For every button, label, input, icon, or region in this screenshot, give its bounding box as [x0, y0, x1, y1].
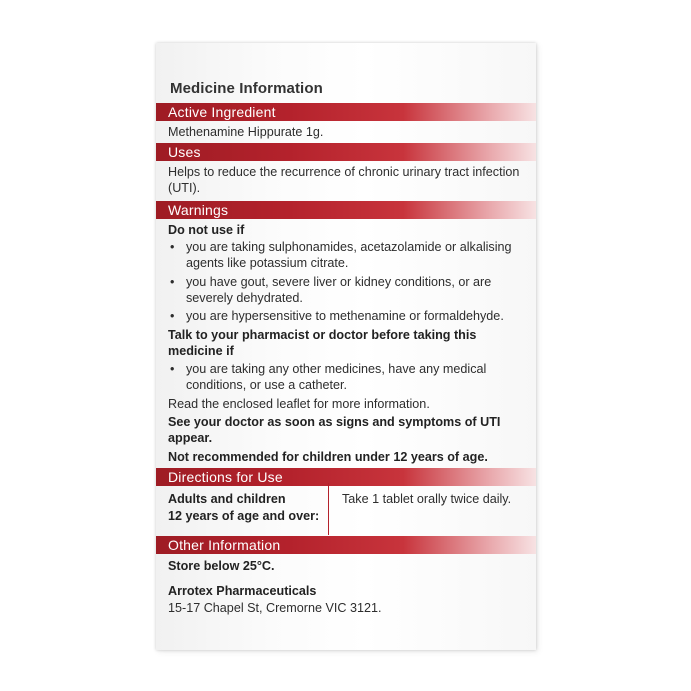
bullet-icon: • — [170, 275, 175, 289]
company-address: 15-17 Chapel St, Cremorne VIC 3121. — [168, 601, 382, 615]
uses-text-line2: (UTI). — [168, 181, 201, 195]
uses-heading: Uses — [156, 143, 536, 161]
uses-text-line1: Helps to reduce the recurrence of chronic urinary tract infection — [168, 165, 520, 179]
directions-heading: Directions for Use — [156, 468, 536, 486]
directions-audience — [168, 491, 328, 525]
bullet-icon: • — [170, 362, 175, 376]
not-recommended-note: Not recommended for children under 12 years of age. — [168, 450, 488, 464]
bullet-line: severely dehydrated. — [186, 291, 303, 305]
bullet-line: you are hypersensitive to methenamine or formaldehyde. — [186, 309, 504, 323]
bullet-line: you have gout, severe liver or kidney conditions, or are — [186, 275, 492, 289]
leaflet-note: Read the enclosed leaflet for more information. — [168, 397, 430, 411]
bullet-line: you are taking sulphonamides, acetazolamide or alkalising — [186, 240, 512, 254]
talk-to-pharmacist-line1: Talk to your pharmacist or doctor before taking this — [168, 328, 477, 342]
warnings-heading: Warnings — [156, 201, 536, 219]
talk-bullet — [168, 361, 513, 393]
storage-note: Store below 25°C. — [168, 559, 275, 573]
directions-dose: Take 1 tablet orally twice daily. — [342, 492, 512, 506]
medicine-info-panel — [156, 43, 536, 650]
panel-title: Medicine Information — [170, 80, 323, 97]
active-ingredient-text: Methenamine Hippurate 1g. — [168, 125, 324, 139]
see-doctor-line2: appear. — [168, 431, 213, 445]
company-name: Arrotex Pharmaceuticals — [168, 584, 317, 598]
talk-to-pharmacist-line2: medicine if — [168, 344, 234, 358]
bullet-line: agents like potassium citrate. — [186, 256, 349, 270]
other-information-heading: Other Information — [156, 536, 536, 554]
directions-audience-line2: 12 years of age and over: — [168, 509, 320, 523]
warning-bullet — [168, 274, 513, 306]
do-not-use-heading: Do not use if — [168, 223, 245, 237]
directions-audience-line1: Adults and children — [168, 492, 286, 506]
bullet-icon: • — [170, 309, 175, 323]
bullet-line: you are taking any other medicines, have any medical — [186, 362, 487, 376]
bullet-line: conditions, or use a catheter. — [186, 378, 348, 392]
active-ingredient-heading: Active Ingredient — [156, 103, 536, 121]
bullet-icon: • — [170, 240, 175, 254]
see-doctor-line1: See your doctor as soon as signs and symptoms of UTI — [168, 415, 501, 429]
warning-bullet — [168, 239, 513, 271]
warning-bullet — [168, 308, 513, 324]
directions-divider — [328, 483, 329, 535]
